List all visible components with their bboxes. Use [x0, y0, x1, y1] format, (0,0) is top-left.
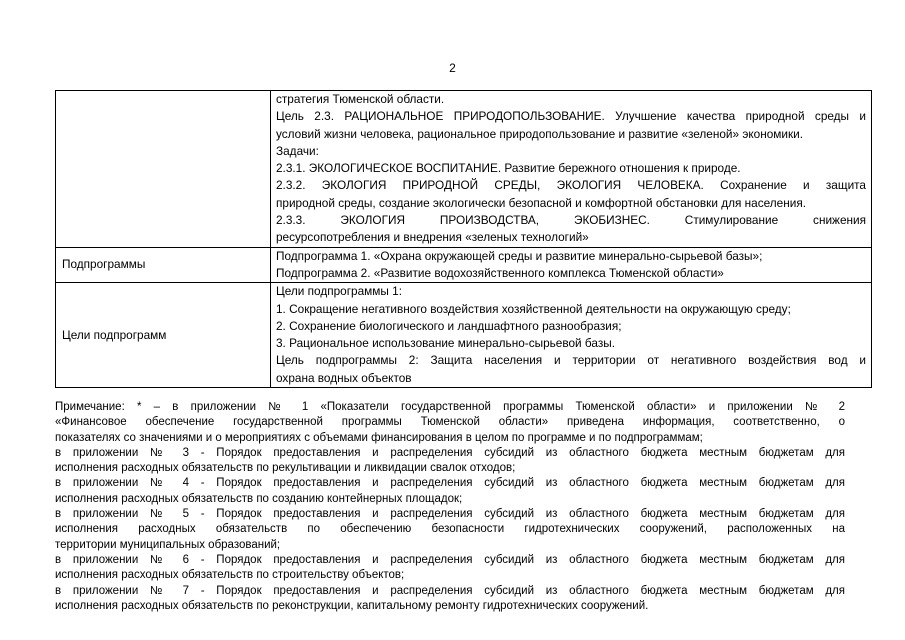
text-line: Цель 2.3. РАЦИОНАЛЬНОЕ ПРИРОДОПОЛЬЗОВАНИЕ. Улучшение качества природной среды и	[276, 109, 866, 124]
row-content-subprogram-goals	[271, 283, 872, 388]
text-line: Задачи:	[276, 143, 319, 158]
note-line: исполнения расходных обязательств по созданию контейнерных площадок;	[55, 492, 463, 505]
text-line: Подпрограмма 1. «Охрана окружающей среды и развитие минерально-сырьевой базы»;	[276, 248, 763, 263]
note-line: «Финансовое обеспечение государственной программы Тюменской области» приведена информация, соответственно, о	[55, 416, 845, 429]
program-passport-table	[55, 90, 872, 388]
text-line: охрана водных объектов	[276, 370, 412, 385]
footnote	[55, 400, 845, 614]
text-line: 3. Рациональное использование минерально-сырьевой базы.	[276, 336, 615, 351]
text-line: природной среды, создание экологически безопасной и комфортной обстановки для населения.	[276, 195, 806, 210]
row-content-strategy	[271, 91, 872, 248]
text-line: 2. Сохранение биологического и ландшафтного разнообразия;	[276, 318, 622, 333]
text-line: Подпрограмма 2. «Развитие водохозяйственного комплекса Тюменской области»	[276, 265, 724, 280]
row-label-subprogram-goals: Цели подпрограмм	[56, 283, 271, 388]
note-line: в приложении № 7 - Порядок предоставления и распределения субсидий из областного бюджета местным бюджетам для	[55, 584, 845, 597]
table-row	[56, 91, 872, 248]
row-content-subprograms	[271, 247, 872, 283]
text-line: 2.3.1. ЭКОЛОГИЧЕСКОЕ ВОСПИТАНИЕ. Развитие бережного отношения к природе.	[276, 161, 741, 176]
text-line: стратегия Тюменской области.	[276, 92, 445, 106]
text-line: Цели подпрограммы 1:	[276, 284, 402, 299]
note-line: в приложении № 4 - Порядок предоставления и распределения субсидий из областного бюджета местным бюджетам для	[55, 477, 845, 490]
note-line: показателях со значениями и о мероприятиях с объемами финансирования в целом по программе и по подпрограммам;	[55, 431, 703, 444]
note-line: территории муниципальных образований;	[55, 538, 281, 551]
note-line: исполнения расходных обязательств по рекультивации и ликвидации свалок отходов;	[55, 462, 516, 475]
text-line: Цель подпрограммы 2: Защита населения и территории от негативного воздействия вод и	[276, 353, 866, 368]
note-line: в приложении № 3 - Порядок предоставления и распределения субсидий из областного бюджета местным бюджетам для	[55, 446, 845, 459]
table-row	[56, 247, 872, 283]
row-label-subprograms: Подпрограммы	[56, 247, 271, 283]
text-line: 1. Сокращение негативного воздействия хозяйственной деятельности на окружающую среду;	[276, 301, 791, 316]
note-line: исполнения расходных обязательств по строительству объектов;	[55, 569, 405, 582]
page-number: 2	[449, 61, 456, 75]
text-line: 2.3.2. ЭКОЛОГИЯ ПРИРОДНОЙ СРЕДЫ, ЭКОЛОГИЯ ЧЕЛОВЕКА. Сохранение и защита	[276, 178, 866, 193]
note-line: Примечание: * – в приложении № 1 «Показатели государственной программы Тюменской области» и приложении № 2	[55, 401, 845, 413]
note-line: в приложении № 5 - Порядок предоставления и распределения субсидий из областного бюджета местным бюджетам для	[55, 508, 845, 521]
note-line: исполнения расходных обязательств по реконструкции, капитальному ремонту гидротехнических сооружений.	[55, 599, 649, 612]
note-line: в приложении № 6 - Порядок предоставления и распределения субсидий из областного бюджета местным бюджетам для	[55, 553, 845, 566]
text-line: условий жизни человека, рациональное природопользование и развитие «зеленой» экономики.	[276, 126, 804, 141]
table-row	[56, 283, 872, 388]
text-line: 2.3.3. ЭКОЛОГИЯ ПРОИЗВОДСТВА, ЭКОБИЗНЕС. Стимулирование снижения	[276, 213, 866, 228]
text-line: ресурсопотребления и внедрения «зеленых технологий»	[276, 230, 589, 245]
row-label-empty	[56, 91, 271, 248]
note-line: исполнения расходных обязательств по обеспечению безопасности гидротехнических сооружений, расположенных на	[55, 523, 845, 536]
